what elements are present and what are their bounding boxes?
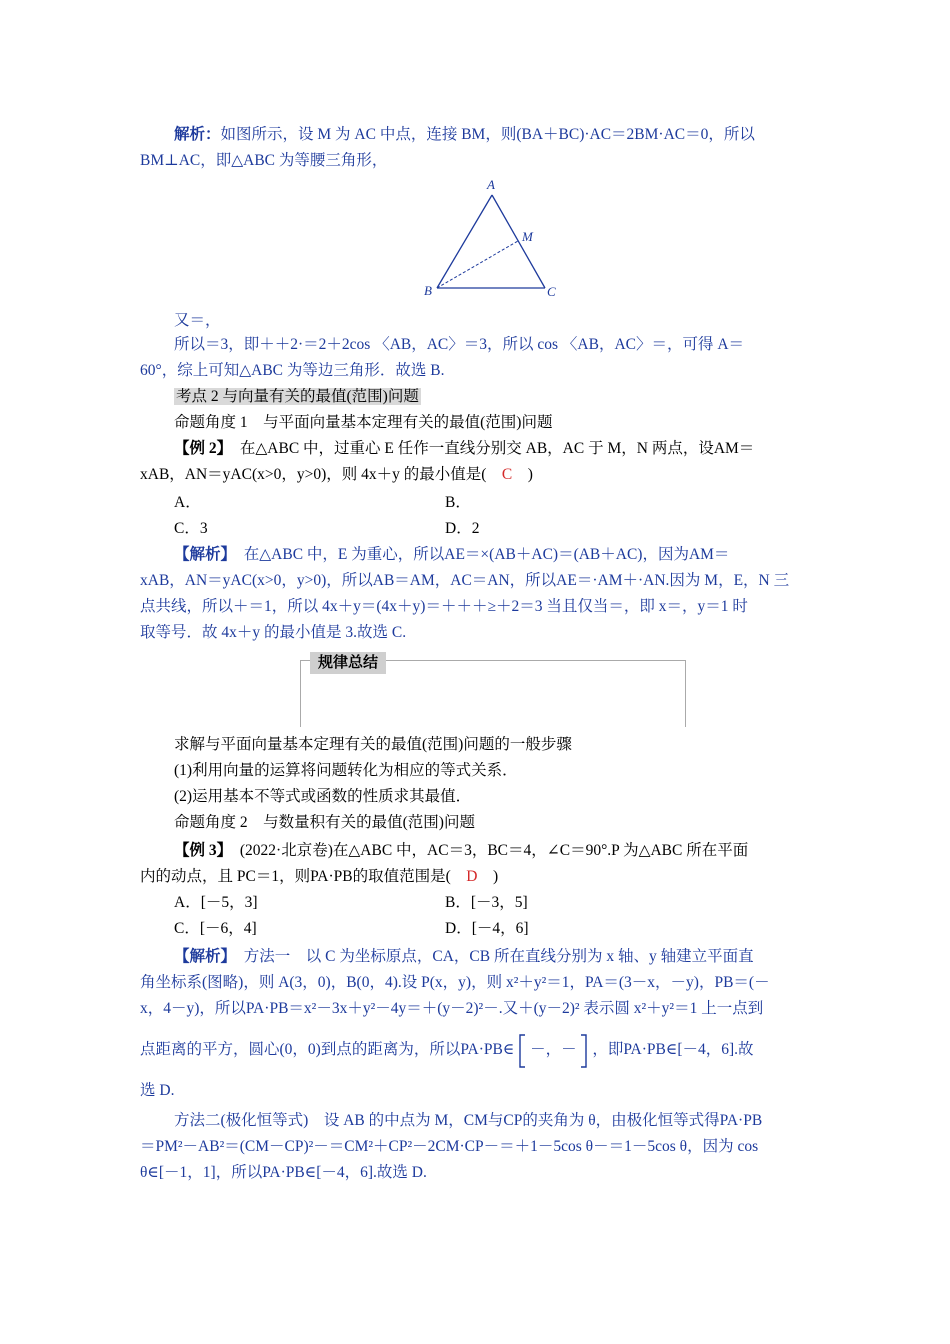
rule-tab: 规律总结 bbox=[310, 652, 386, 674]
ex2-option-c: C．3 bbox=[174, 520, 208, 537]
ex2-line2 bbox=[140, 464, 533, 486]
sol2-line2: xAB，AN＝yAC(x>0，y>0)，所以AB＝AM，AC＝AN，所以AE＝·AM＋·AN.因为 M，E，N 三 bbox=[140, 572, 790, 589]
ex2-line2-post: ) bbox=[512, 466, 533, 483]
ex2-line2-pre: xAB，AN＝yAC(x>0，y>0)，则 4x＋y 的最小值是( bbox=[140, 466, 502, 483]
sol3-m2-line2: ＝PM²－AB²＝(CM－CP)²－＝CM²＋CP²－2CM·CP－＝＋1－5cos θ－＝1－5cos θ，因为 cos bbox=[140, 1138, 759, 1155]
ex2-option-a: A． bbox=[174, 494, 201, 511]
interval-bracket bbox=[518, 1032, 588, 1068]
sol1-line1-text: 如图所示，设 M 为 AC 中点，连接 BM，则(BA＋BC)·AC＝2BM·AC＝0，所以 bbox=[220, 126, 755, 143]
sol1-line1 bbox=[174, 124, 810, 146]
sol2-line1 bbox=[174, 544, 729, 566]
sol3-line1 bbox=[174, 946, 754, 968]
ex2-answer: C bbox=[501, 466, 513, 483]
ex3-option-a: A．[－5，3] bbox=[174, 894, 258, 911]
ex2-option-b: B． bbox=[445, 494, 471, 511]
sol3-m2-line3: θ∈[－1，1]，所以PA·PB∈[－4，6].故选 D. bbox=[140, 1164, 427, 1181]
sol3-line3: x，4－y)，所以PA·PB＝x²－3x＋y²－4y＝＋(y－2)²－.又＋(y－2)² 表示圆 x²＋y²＝1 上一点到 bbox=[140, 1000, 764, 1017]
ex3-option-d: D．[－4，6] bbox=[445, 920, 529, 937]
section-heading bbox=[174, 386, 421, 408]
sol2-line4: 取等号．故 4x＋y 的最小值是 3.故选 C. bbox=[140, 624, 407, 641]
triangle-figure bbox=[420, 175, 560, 300]
kaodian-title: 考点 2 与向量有关的最值(范围)问题 bbox=[176, 388, 419, 405]
sol1-label: 解析： bbox=[174, 126, 221, 143]
rule-title: 求解与平面向量基本定理有关的最值(范围)问题的一般步骤 bbox=[174, 736, 572, 753]
ex3-line2-pre: 内的动点，且 PC＝1，则PA·PB的取值范围是( bbox=[140, 868, 467, 885]
ex3-answer: D bbox=[466, 868, 478, 885]
ex2-line1-text: 在△ABC 中，过重心 E 任作一直线分别交 AB，AC 于 M，N 两点，设AM＝ bbox=[224, 440, 755, 457]
sol2-line1-text: 在△ABC 中，E 为重心，所以AE＝×(AB＋AC)＝(AB＋AC)，因为AM＝ bbox=[228, 546, 730, 563]
sol3-line4-pre: 点距离的平方，圆心(0，0)到点的距离为，所以PA·PB∈ bbox=[140, 1041, 515, 1058]
sol3-tag: 【解析】 bbox=[174, 948, 229, 965]
ex2-tag: 【例 2】 bbox=[174, 440, 225, 457]
sol3-line4 bbox=[140, 1032, 754, 1068]
sol2-line3: 点共线，所以＋＝1，所以 4x＋y＝(4x＋y)＝＋＋＋≥＋2＝3 当且仅当＝，即 x＝，y＝1 时 bbox=[140, 598, 748, 615]
vertex-a-label: A bbox=[487, 177, 495, 192]
ex3-line2-post: ) bbox=[477, 868, 499, 885]
rule-step2: (2)运用基本不等式或函数的性质求其最值． bbox=[174, 788, 472, 805]
vertex-b-label: B bbox=[424, 283, 432, 298]
angle1-title: 命题角度 1 与平面向量基本定理有关的最值(范围)问题 bbox=[174, 414, 553, 431]
side-ac bbox=[492, 195, 545, 288]
sol3-line1-text: 方法一 以 C 为坐标原点，CA，CB 所在直线分别为 x 轴、y 轴建立平面直 bbox=[228, 948, 754, 965]
side-ab bbox=[437, 195, 492, 288]
sol3-m2-line1: 方法二(极化恒等式) 设 AB 的中点为 M，CM与CP的夹角为 θ，由极化恒等式得PA·PB bbox=[174, 1112, 763, 1129]
ex3-option-b: B．[－3，5] bbox=[445, 894, 528, 911]
ex3-option-c: C．[－6，4] bbox=[174, 920, 257, 937]
interval-text: －，－ bbox=[530, 1041, 577, 1059]
ex2-line1 bbox=[174, 438, 754, 460]
sol3-line2: 角坐标系(图略)，则 A(3，0)，B(0，4).设 P(x，y)，则 x²＋y²＝1，PA＝(3－x，－y)，PB＝(－ bbox=[140, 974, 770, 991]
ex3-tag: 【例 3】 bbox=[174, 842, 225, 859]
ex3-line1-text: (2022·北京卷)在△ABC 中，AC＝3，BC＝4，∠C＝90°.P 为△ABC 所在平面 bbox=[224, 842, 749, 859]
rule-step1: (1)利用向量的运算将问题转化为相应的等式关系． bbox=[174, 762, 518, 779]
sol1-line4: 所以＝3，即＋＋2·＝2＋2cos 〈AB，AC〉＝3，所以 cos 〈AB，AC〉＝，可得 A＝ bbox=[174, 336, 745, 353]
sol3-line5: 选 D. bbox=[140, 1082, 175, 1099]
angle2-title: 命题角度 2 与数量积有关的最值(范围)问题 bbox=[174, 814, 475, 831]
point-m-label: M bbox=[522, 229, 533, 244]
sol1-line5: 60°，综上可知△ABC 为等边三角形．故选 B. bbox=[140, 362, 445, 379]
ex2-option-d: D．2 bbox=[445, 520, 480, 537]
ex3-line1 bbox=[174, 840, 748, 862]
sol1-line2: BM⊥AC，即△ABC 为等腰三角形， bbox=[140, 152, 388, 169]
right-bracket-icon bbox=[580, 1034, 588, 1068]
sol3-line4-post: ，即PA·PB∈[－4，6].故 bbox=[592, 1041, 754, 1058]
vertex-c-label: C bbox=[547, 284, 556, 299]
sol2-tag: 【解析】 bbox=[174, 546, 229, 563]
ex3-line2 bbox=[140, 866, 498, 888]
median-bm bbox=[437, 241, 518, 288]
sol1-line3: 又＝， bbox=[174, 312, 221, 329]
left-bracket-icon bbox=[518, 1034, 526, 1068]
